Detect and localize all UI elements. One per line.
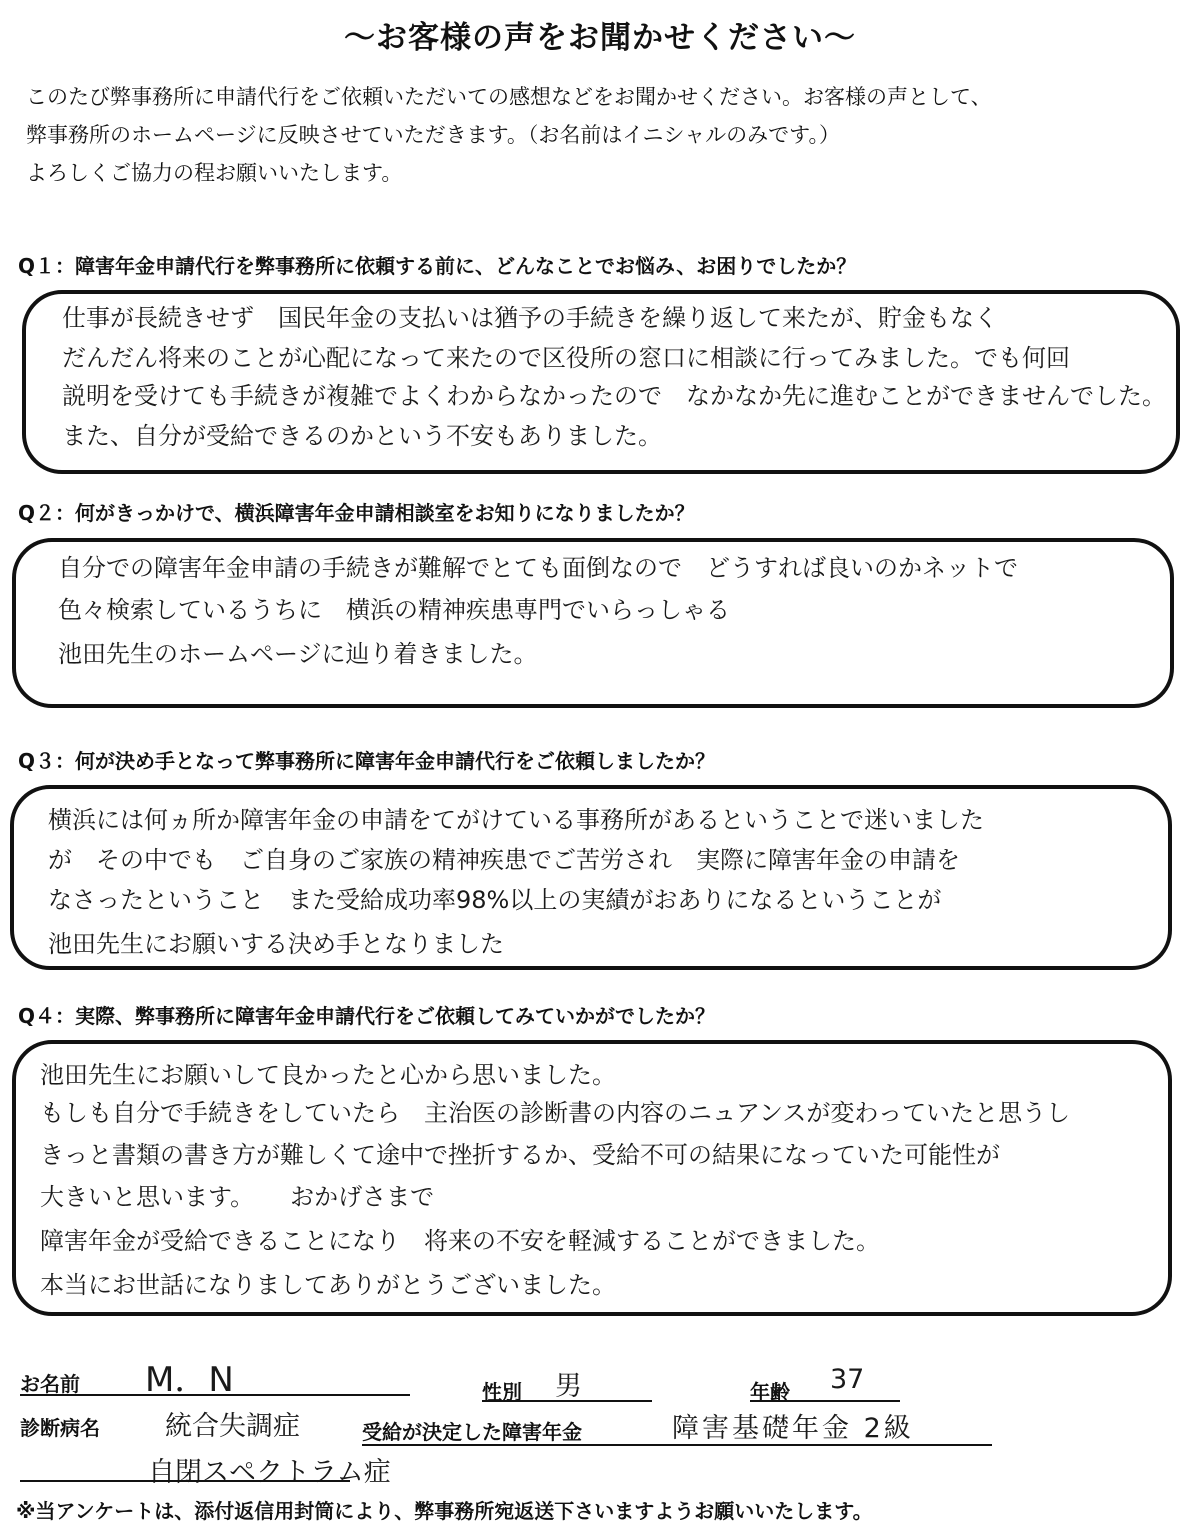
- name-label: お名前: [20, 1372, 80, 1396]
- gender-value: 男: [555, 1371, 582, 1402]
- page-title: ～お客様の声をお聞かせください～: [344, 20, 856, 56]
- intro-line: 弊事務所のホームページに反映させていただきます。（お名前はイニシャルのみです。）: [26, 123, 840, 147]
- answer-line: 池田先生にお願いして良かったと心から思いました。: [40, 1061, 616, 1089]
- answer-line: 自分での障害年金申請の手続きが難解でとても面倒なので どうすれば良いのかネットで: [58, 554, 1018, 582]
- answer-line: きっと書類の書き方が難しくて途中で挫折するか、受給不可の結果になっていた可能性が: [40, 1141, 1000, 1169]
- pension-label: 受給が決定した障害年金: [362, 1420, 582, 1444]
- diagnosis-value-2: 自閉スペクトラム症: [148, 1457, 391, 1488]
- age-value: 37: [830, 1364, 865, 1395]
- intro-text: [26, 78, 1176, 192]
- answer-line: が その中でも ご自身のご家族の精神疾患でご苦労され 実際に障害年金の申請を: [48, 846, 960, 874]
- intro-line: このたび弊事務所に申請代行をご依頼いただいての感想などをお聞かせください。お客様の声として、: [26, 85, 992, 109]
- footer-note: ※当アンケートは、添付返信用封筒により、弊事務所宛返送下さいますようお願いいたします。: [16, 1499, 873, 1523]
- answer-line: 横浜には何ヵ所か障害年金の申請をてがけている事務所があるということで迷いました: [48, 806, 984, 834]
- question-4-label: Q４：実際、弊事務所に障害年金申請代行をご依頼してみていかがでしたか？: [18, 1004, 716, 1028]
- answer-line: 仕事が長続きせず 国民年金の支払いは猶予の手続きを繰り返して来たが、貯金もなく: [62, 304, 998, 332]
- name-value: M．N: [145, 1360, 234, 1400]
- age-label: 年齢: [750, 1380, 790, 1404]
- answer-line: 説明を受けても手続きが複雑でよくわからなかったので なかなか先に進むことができませんでした。: [62, 382, 1166, 410]
- diagnosis-underline: [20, 1480, 350, 1482]
- age-underline: [750, 1400, 900, 1402]
- answer-line: 池田先生のホームページに辿り着きました。: [58, 640, 538, 668]
- answer-line: 池田先生にお願いする決め手となりました: [48, 930, 504, 958]
- answer-line: 色々検索しているうちに 横浜の精神疾患専門でいらっしゃる: [58, 596, 730, 624]
- diagnosis-value: 統合失調症: [165, 1411, 300, 1442]
- question-3-label: Q３：何が決め手となって弊事務所に障害年金申請代行をご依頼しましたか？: [18, 749, 716, 773]
- question-1-label: Q１：障害年金申請代行を弊事務所に依頼する前に、どんなことでお悩み、お困りでしたか？: [18, 254, 857, 278]
- answer-line: 本当にお世話になりましてありがとうございました。: [40, 1271, 616, 1299]
- answer-line: だんだん将来のことが心配になって来たので区役所の窓口に相談に行ってみました。でも何回: [62, 344, 1070, 372]
- answer-line: 大きいと思います。 おかげさまで: [40, 1183, 435, 1211]
- gender-label: 性別: [482, 1380, 522, 1404]
- question-2-label: Q２：何がきっかけで、横浜障害年金申請相談室をお知りになりましたか？: [18, 501, 695, 525]
- answer-line: なさったということ また受給成功率98%以上の実績がおありになるということが: [48, 886, 942, 914]
- gender-underline: [482, 1400, 652, 1402]
- answer-line: また、自分が受給できるのかという不安もありました。: [62, 422, 662, 450]
- pension-underline: [362, 1444, 992, 1446]
- intro-line: よろしくご協力の程お願いいたします。: [26, 161, 403, 185]
- answer-line: もしも自分で手続きをしていたら 主治医の診断書の内容のニュアンスが変わっていたと思うし: [40, 1099, 1071, 1127]
- name-underline: [20, 1394, 410, 1396]
- answer-line: 障害年金が受給できることになり 将来の不安を軽減することができました。: [40, 1227, 880, 1255]
- pension-value: 障害基礎年金 2級: [672, 1413, 914, 1444]
- diagnosis-label: 診断病名: [20, 1416, 100, 1440]
